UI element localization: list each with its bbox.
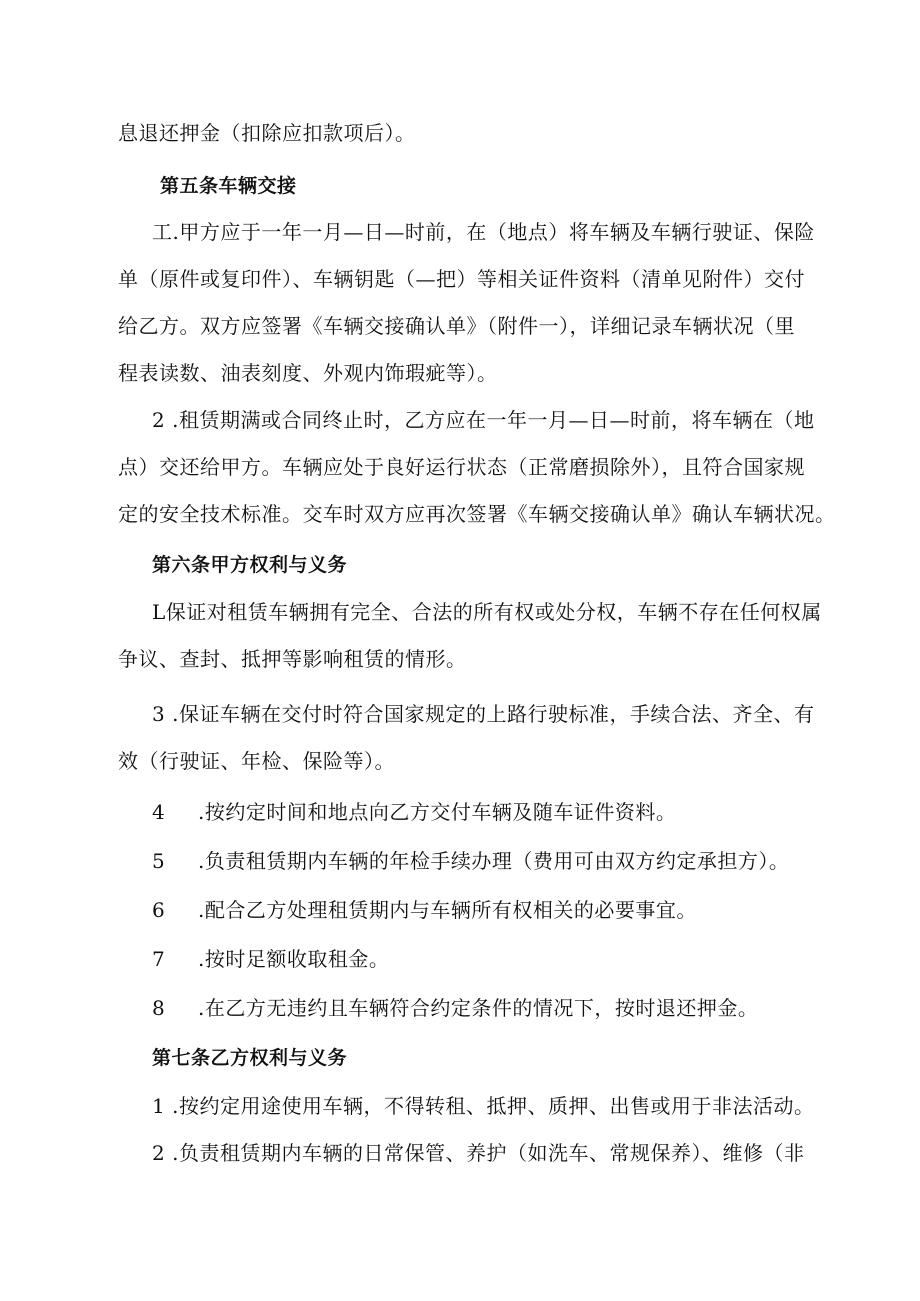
list-text: .在乙方无违约且车辆符合约定条件的情况下，按时退还押金。 xyxy=(198,996,759,1020)
paragraph-line: 定的安全技术标准。交车时双方应再次签署《车辆交接确认单》确认车辆状况。 xyxy=(118,502,836,526)
list-text: .按时足额收取租金。 xyxy=(198,947,390,971)
list-item xyxy=(152,945,389,973)
list-text: .负责租赁期内车辆的年检手续办理（费用可由双方约定承担方）。 xyxy=(198,849,790,873)
paragraph-line: 给乙方。双方应签署《车辆交接确认单》（附件一），详细记录车辆状况（里 xyxy=(118,314,795,338)
paragraph-line: 工.甲方应于一年一月—日—时前，在（地点）将车辆及车辆行驶证、保险 xyxy=(152,220,815,244)
section-heading-5: 第五条车辆交接 xyxy=(160,175,297,197)
list-item xyxy=(152,847,789,875)
paragraph-line: 3 .保证车辆在交付时符合国家规定的上路行驶标准，手续合法、齐全、有 xyxy=(152,702,815,726)
paragraph-line: 1 .按约定用途使用车辆，不得转租、抵押、质押、出售或用于非法活动。 xyxy=(152,1094,815,1118)
list-text: .配合乙方处理租赁期内与车辆所有权相关的必要事宜。 xyxy=(198,898,697,922)
paragraph-line: 2 .租赁期满或合同终止时，乙方应在一年一月—日—时前，将车辆在（地 xyxy=(152,408,815,432)
list-text: .按约定时间和地点向乙方交付车辆及随车证件资料。 xyxy=(198,800,677,824)
paragraph-line: 息退还押金（扣除应扣款项后）。 xyxy=(118,121,416,145)
list-item xyxy=(152,896,697,924)
list-number: 8 xyxy=(152,996,166,1020)
paragraph-line: 点）交还给甲方。车辆应处于良好运行状态（正常磨损除外），且符合国家规 xyxy=(118,455,805,479)
paragraph-line: 单（原件或复印件）、车辆钥匙（—把）等相关证件资料（清单见附件）交付 xyxy=(118,267,805,291)
list-number: 5 xyxy=(152,849,166,873)
paragraph-line: 程表读数、油表刻度、外观内饰瑕疵等）。 xyxy=(118,361,498,385)
list-number: 7 xyxy=(152,947,166,971)
paragraph-line: 效（行驶证、年检、保险等）。 xyxy=(118,749,395,773)
paragraph-line: L保证对租赁车辆拥有完全、合法的所有权或处分权，车辆不存在任何权属 xyxy=(152,600,822,624)
paragraph-line: 争议、查封、抵押等影响租赁的情形。 xyxy=(118,647,467,671)
list-number: 6 xyxy=(152,898,166,922)
list-number: 4 xyxy=(152,800,166,824)
section-heading-7: 第七条乙方权利与义务 xyxy=(152,1047,348,1069)
section-heading-6: 第六条甲方权利与义务 xyxy=(152,554,348,576)
list-item xyxy=(152,994,758,1022)
list-item xyxy=(152,798,676,826)
paragraph-line: 2 .负责租赁期内车辆的日常保管、养护（如洗车、常规保养）、维修（非 xyxy=(152,1141,805,1165)
